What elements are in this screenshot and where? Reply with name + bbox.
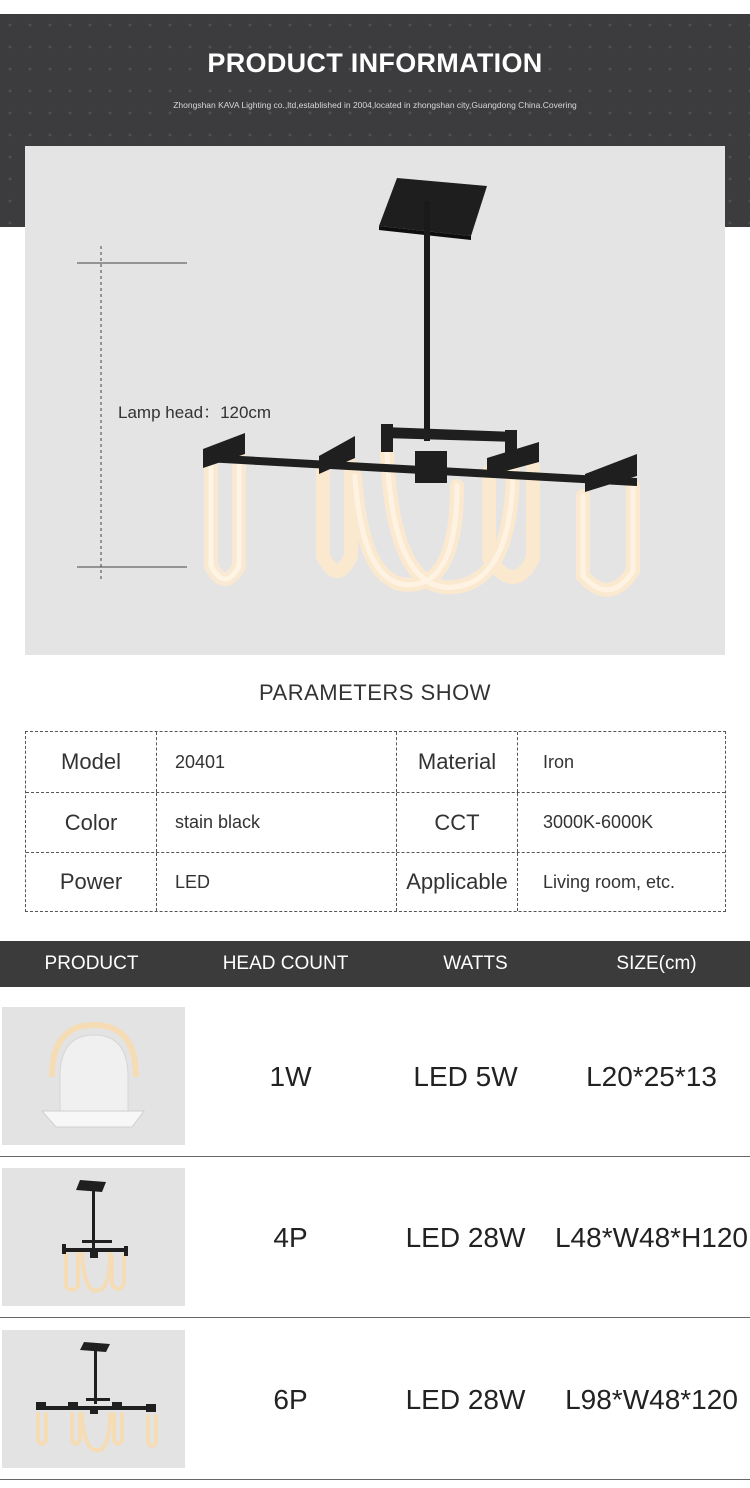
size-cell: L48*W48*H120	[554, 1221, 749, 1253]
column-header-watts: WATTS	[443, 953, 508, 974]
product-main-image	[25, 146, 725, 655]
company-description: Zhongshan KAVA Lighting co.,ltd,established in 2004,located in zhongshan city,Guangdong China.Covering	[173, 100, 577, 110]
product-thumbnail-4p	[2, 1168, 185, 1306]
product-thumbnail-1w	[2, 1007, 185, 1145]
column-header-head-count: HEAD COUNT	[222, 953, 349, 974]
size-cell: L98*W48*120	[565, 1383, 738, 1415]
param-value-color: stain black	[156, 793, 396, 852]
size-cell: L20*25*13	[586, 1060, 717, 1092]
parameters-title: PARAMETERS SHOW	[258, 680, 491, 705]
parameter-row	[26, 852, 725, 911]
variant-table-header	[0, 941, 750, 987]
param-value-applicable: Living room, etc.	[517, 853, 725, 911]
table-row	[0, 996, 750, 1157]
param-value-model: 20401	[156, 732, 396, 792]
parameter-row	[26, 732, 725, 792]
watts-cell: LED 28W	[405, 1221, 526, 1253]
head-count-cell: 6P	[273, 1383, 308, 1415]
param-label-cct: CCT	[396, 793, 517, 852]
lamp-frame	[203, 424, 637, 492]
page-title: PRODUCT INFORMATION	[207, 48, 543, 78]
head-count-cell: 4P	[273, 1221, 308, 1253]
param-label-material: Material	[396, 732, 517, 792]
lamp-head-dimension-label: Lamp head：120cm	[118, 403, 272, 422]
parameter-row	[26, 792, 725, 852]
parameters-table	[25, 731, 726, 912]
product-thumbnail-6p	[2, 1330, 185, 1468]
suspension-rod	[424, 201, 430, 441]
table-row	[0, 1157, 750, 1318]
table-row	[0, 1319, 750, 1480]
column-header-size: SIZE(cm)	[616, 953, 697, 974]
head-count-cell: 1W	[269, 1060, 312, 1092]
column-header-product: PRODUCT	[44, 953, 139, 974]
param-label-power: Power	[59, 869, 123, 894]
param-value-material: Iron	[517, 732, 725, 792]
param-label-color: Color	[64, 809, 118, 835]
watts-cell: LED 5W	[413, 1060, 518, 1092]
ceiling-canopy	[379, 178, 487, 236]
param-value-power: LED	[156, 853, 396, 911]
param-label-model: Model	[61, 749, 121, 774]
param-label-applicable: Applicable	[396, 853, 517, 911]
param-value-cct: 3000K-6000K	[517, 793, 725, 852]
watts-cell: LED 28W	[405, 1383, 526, 1415]
